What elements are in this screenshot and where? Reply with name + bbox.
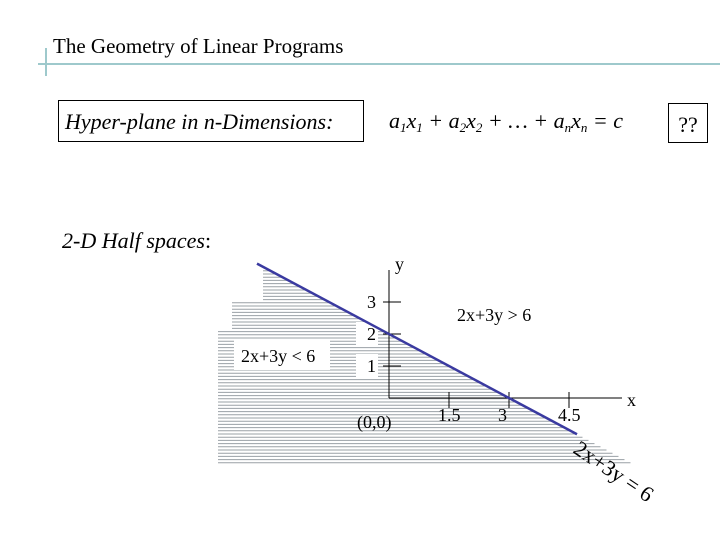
- origin-label: (0,0): [357, 412, 392, 432]
- region-below-label: 2x+3y < 6: [241, 346, 316, 366]
- x-tick-label: 1.5: [438, 405, 461, 425]
- question-mark-text: ??: [678, 112, 698, 137]
- y-tick-label: 2: [367, 324, 376, 344]
- half-space-plot: [218, 254, 658, 507]
- region-above-label: 2x+3y > 6: [457, 305, 532, 325]
- y-axis-label: y: [395, 254, 404, 274]
- hyperplane-equation: $a_1x_1 + a_2x_2$ + … + $a_nx_n = c$: [389, 108, 624, 135]
- x-axis-label: x: [627, 390, 636, 410]
- y-tick-label: 3: [367, 292, 376, 312]
- x-tick-label: 3: [498, 405, 507, 425]
- x-tick-label: 4.5: [558, 405, 581, 425]
- half-spaces-label: 2-D Half spaces:: [62, 228, 212, 253]
- hyperplane-label-box: [58, 100, 364, 142]
- y-tick-label: 1: [367, 356, 376, 376]
- line-equation-label: 2x+3y = 6: [569, 435, 659, 507]
- question-box: [668, 103, 708, 143]
- slide-title: The Geometry of Linear Programs: [53, 34, 344, 58]
- hyperplane-label: Hyper-plane in n-Dimensions:: [65, 109, 334, 134]
